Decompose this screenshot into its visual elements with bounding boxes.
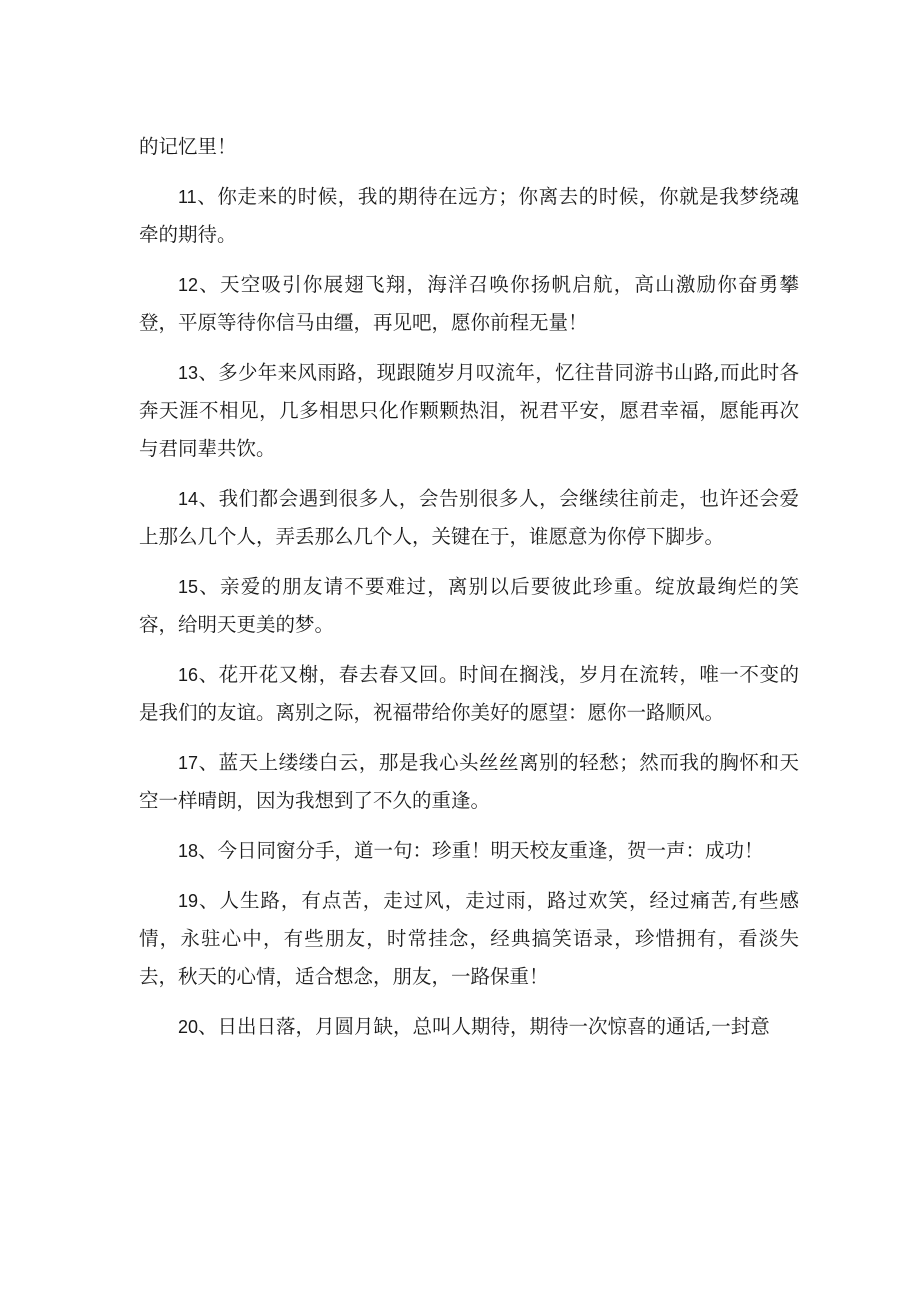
paragraph-12 xyxy=(139,266,799,342)
item-number: 17 xyxy=(178,753,199,773)
item-number: 20 xyxy=(178,1017,199,1037)
item-number: 19 xyxy=(178,891,199,911)
paragraph-11 xyxy=(139,178,799,254)
item-number: 16 xyxy=(178,665,199,685)
paragraph-19 xyxy=(139,882,799,996)
item-text: 、蓝天上缕缕白云，那是我心头丝丝离别的轻愁；然而我的胸怀和天空一样晴朗，因为我想到了不久的重逢。 xyxy=(139,751,799,812)
item-number: 14 xyxy=(178,489,199,509)
paragraph-15 xyxy=(139,568,799,644)
item-text: 、日出日落，月圆月缺，总叫人期待，期待一次惊喜的通话,一封意 xyxy=(198,1015,770,1038)
item-number: 18 xyxy=(178,841,199,861)
document-body xyxy=(139,128,799,1058)
item-number: 13 xyxy=(178,363,199,383)
item-text: 、花开花又榭，春去春又回。时间在搁浅，岁月在流转，唯一不变的是我们的友谊。离别之际，祝福带给你美好的愿望：愿你一路顺风。 xyxy=(139,663,799,724)
item-number: 15 xyxy=(178,577,199,597)
continuation-paragraph: 的记忆里！ xyxy=(139,135,237,158)
paragraph-16 xyxy=(139,656,799,732)
paragraph-17 xyxy=(139,744,799,820)
paragraph-18 xyxy=(139,832,799,870)
paragraph-13 xyxy=(139,354,799,468)
item-text: 、亲爱的朋友请不要难过，离别以后要彼此珍重。绽放最绚烂的笑容，给明天更美的梦。 xyxy=(139,575,799,636)
item-number: 11 xyxy=(178,187,197,207)
paragraph-20 xyxy=(139,1008,799,1046)
item-text: 、人生路，有点苦，走过风，走过雨，路过欢笑，经过痛苦,有些感情，永驻心中，有些朋友，时常挂念，经典搞笑语录，珍惜拥有，看淡失去，秋天的心情，适合想念，朋友，一路保重！ xyxy=(139,889,799,988)
paragraph-14 xyxy=(139,480,799,556)
item-text: 、今日同窗分手，道一句：珍重！明天校友重逢，贺一声：成功！ xyxy=(198,839,764,862)
item-text: 、你走来的时候，我的期待在远方；你离去的时候，你就是我梦绕魂牵的期待。 xyxy=(139,185,799,246)
item-text: 、我们都会遇到很多人，会告别很多人，会继续往前走，也许还会爱上那么几个人，弄丢那么几个人，关键在于，谁愿意为你停下脚步。 xyxy=(139,487,799,548)
item-text: 、多少年来风雨路，现跟随岁月叹流年，忆往昔同游书山路,而此时各奔天涯不相见，几多相思只化作颗颗热泪，祝君平安，愿君幸福，愿能再次与君同辈共饮。 xyxy=(139,361,799,460)
item-text: 、天空吸引你展翅飞翔，海洋召唤你扬帆启航，高山激励你奋勇攀登，平原等待你信马由缰，再见吧，愿你前程无量！ xyxy=(139,273,799,334)
item-number: 12 xyxy=(178,275,199,295)
